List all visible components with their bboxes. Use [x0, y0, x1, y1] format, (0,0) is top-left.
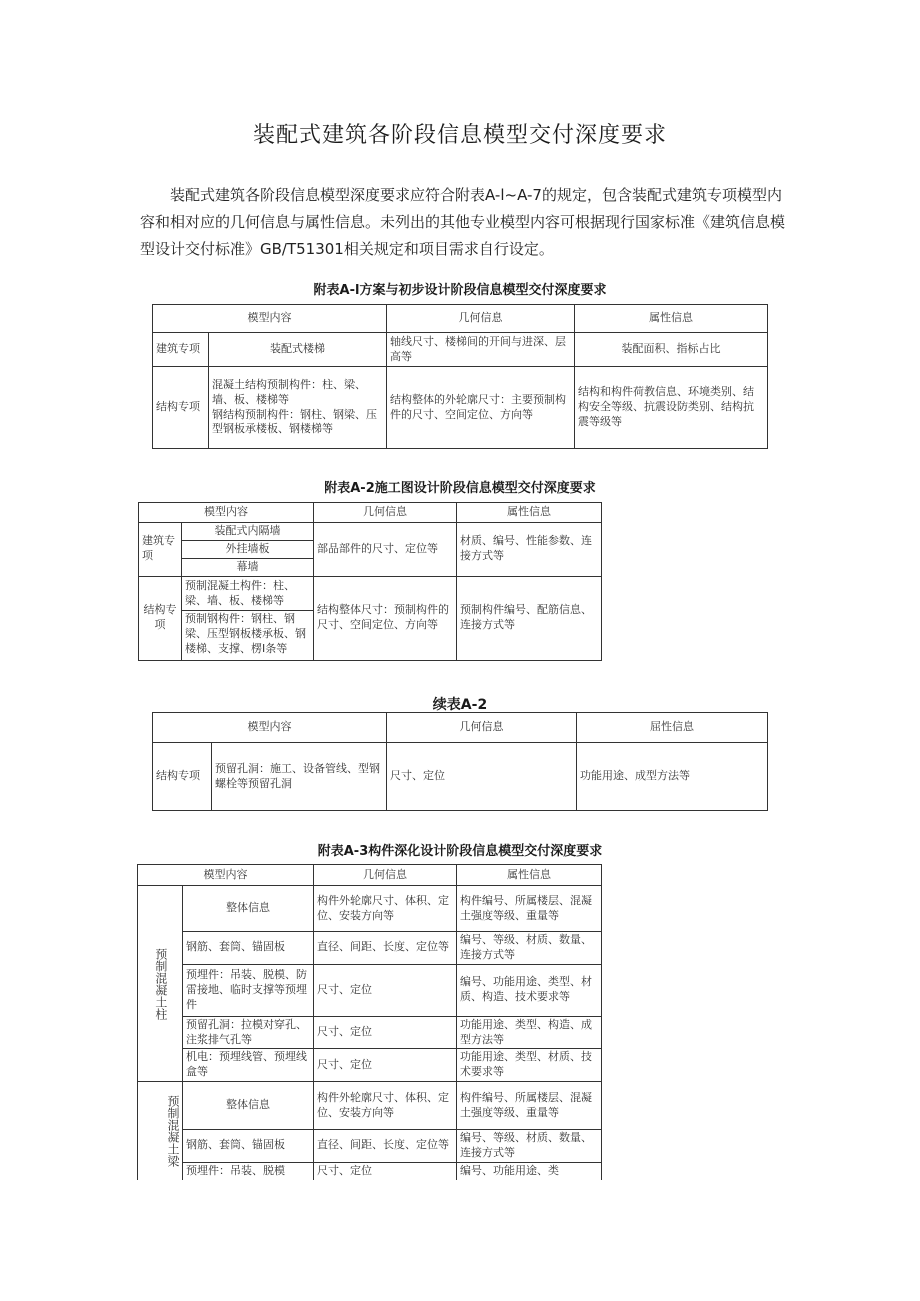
table-a3-g1-item-1: 钢筋、套筒、锚固板 — [183, 932, 314, 965]
table-row — [138, 1130, 602, 1163]
table-a3-header-attribute: 属性信息 — [457, 865, 602, 886]
table-a3-g2-attr-2: 编号、功能用途、类 — [457, 1162, 602, 1180]
table-a3-cat-beam: 预制混凝土梁 — [138, 1082, 183, 1181]
table-a2c-geo-1: 尺寸、定位 — [387, 743, 577, 811]
table-a2 — [138, 502, 602, 661]
table-a2-item-cladding: 外挂墙板 — [182, 540, 314, 558]
table-a3-g1-attr-1: 编号、等级、材质、数量、连接方式等 — [457, 932, 602, 965]
table-row — [138, 1082, 602, 1130]
table-a1-attr-1: 装配面积、指标占比 — [575, 333, 768, 367]
table-a1 — [152, 304, 768, 449]
table-a2c-header-geometry: 几何信息 — [387, 713, 577, 743]
table-a3-g1-geo-1: 直径、间距、长度、定位等 — [314, 932, 457, 965]
table-row — [153, 333, 768, 367]
table-a1-item-stairs: 装配式楼梯 — [209, 333, 387, 367]
table-a2-header-geometry: 几何信息 — [314, 503, 457, 523]
table-a1-header-geometry: 几何信息 — [387, 305, 575, 333]
table-a3-header-geometry: 几何信息 — [314, 865, 457, 886]
table-row — [138, 1049, 602, 1082]
table-a3-header-model: 模型内容 — [138, 865, 314, 886]
table-row — [138, 1162, 602, 1180]
table-a2-cat-structure: 结构专项 — [139, 576, 182, 660]
table-row — [138, 1016, 602, 1049]
table-row — [139, 523, 602, 541]
table-a3-g1-attr-2: 编号、功能用途、类型、材质、构造、技术要求等 — [457, 964, 602, 1016]
table-a3-g2-geo-0: 构件外轮廓尺寸、体积、定位、安装方向等 — [314, 1082, 457, 1130]
table-row — [153, 367, 768, 449]
table-a2-item-concrete: 预制混凝土构件：柱、梁、墙、板、楼梯等 — [182, 578, 313, 611]
table-a1-item-concrete: 混凝土结构预制构件：柱、梁、墙、板、楼梯等 — [212, 377, 366, 406]
table-a3-caption: 附表A-3构件深化设计阶段信息模型交付深度要求 — [317, 844, 603, 859]
table-a3-g2-attr-0: 构件编号、所属楼层、混凝土强度等级、重量等 — [457, 1082, 602, 1130]
table-a2c-item-openings: 预留孔洞：施工、设备管线、型钢螺栓等预留孔洞 — [212, 743, 387, 811]
table-a1-geo-2: 结构整体的外轮廓尺寸：主要预制构件的尺寸、空间定位、方向等 — [387, 367, 575, 449]
table-a3-g2-geo-1: 直径、间距、长度、定位等 — [314, 1130, 457, 1163]
table-a2-attr-1: 材质、编号、性能参数、连接方式等 — [457, 523, 602, 577]
table-a2c-cat-structure: 结构专项 — [153, 743, 212, 811]
table-a2-item-precast — [182, 576, 314, 660]
table-row — [138, 886, 602, 932]
table-a3-g2-attr-1: 编号、等级、材质、数量、连接方式等 — [457, 1130, 602, 1163]
table-row — [153, 743, 768, 811]
table-a3-g2-geo-2: 尺寸、定位 — [314, 1162, 457, 1180]
table-a3-g1-attr-4: 功能用途、类型、材质、技术要求等 — [457, 1049, 602, 1082]
table-a1-header-model: 模型内容 — [153, 305, 387, 333]
table-a1-item-precast — [209, 367, 387, 449]
table-a3-g1-geo-0: 构件外轮廓尺寸、体积、定位、安装方向等 — [314, 886, 457, 932]
table-a2-header-attribute: 属性信息 — [457, 503, 602, 523]
table-a1-header-attribute: 属性信息 — [575, 305, 768, 333]
table-row — [138, 932, 602, 965]
table-a3-g1-item-4: 机电：预埋线管、预埋线盒等 — [183, 1049, 314, 1082]
table-a3-g1-geo-2: 尺寸、定位 — [314, 964, 457, 1016]
table-a3-g1-item-0: 整体信息 — [183, 886, 314, 932]
table-a2-cat-architecture: 建筑专项 — [139, 523, 182, 577]
table-a3-g1-item-3: 预留孔洞：拉模对穿孔、注浆排气孔等 — [183, 1016, 314, 1049]
table-a2-continued — [152, 712, 768, 811]
table-a3-g1-geo-3: 尺寸、定位 — [314, 1016, 457, 1049]
table-a3-g2-item-2: 预埋件：吊装、脱模 — [183, 1162, 314, 1180]
intro-paragraph: 装配式建筑各阶段信息模型深度要求应符合附表A-l~A-7的规定，包含装配式建筑专项模型内容和相对应的几何信息与属性信息。未列出的其他专业模型内容可根据现行国家标准《建筑信息模型设计交付标准》GB/T51301相关规定和项目需求自行设定。 — [140, 186, 786, 258]
table-a2-item-steel: 预制钢构件：钢柱、钢梁、压型钢板楼承板、钢楼梯、支撑、楞Ⅰ条等 — [185, 612, 306, 655]
table-a2c-attr-1: 功能用途、成型方法等 — [577, 743, 768, 811]
table-a3-g2-item-1: 钢筋、套筒、锚固板 — [183, 1130, 314, 1163]
table-a2-item-partition: 装配式内隔墙 — [182, 523, 314, 541]
table-a2c-header-attribute: 屈性信息 — [577, 713, 768, 743]
table-a2-continued-caption: 续表A-2 — [432, 697, 488, 713]
table-a3-cat-column: 预制混凝土柱 — [138, 886, 183, 1082]
table-a1-item-steel: 钢结构预制构件：钢柱、钢梁、压型钢板承楼板、钢楼梯等 — [212, 407, 377, 436]
table-a3-g1-item-2: 预埋件：吊装、脱模、防雷接地、临时支撑等预埋件 — [183, 964, 314, 1016]
table-row — [139, 576, 602, 660]
table-a1-geo-1: 轴线尺寸、楼梯间的开间与进深、层高等 — [387, 333, 575, 367]
table-a1-attr-2: 结构和构件荷教信息、环境类别、结构安全等级、抗震设防类别、结构抗震等级等 — [575, 367, 768, 449]
table-a3-g1-geo-4: 尺寸、定位 — [314, 1049, 457, 1082]
table-a2-header-model: 模型内容 — [139, 503, 314, 523]
table-a3 — [137, 864, 602, 1180]
table-a3-g1-attr-0: 构件编号、所属楼层、混凝土强度等级、重量等 — [457, 886, 602, 932]
table-a1-cat-structure: 结构专项 — [153, 367, 209, 449]
table-a2-attr-2: 预制构件编号、配筋信息、连接方式等 — [457, 576, 602, 660]
table-row — [138, 964, 602, 1016]
table-a2-item-curtain-wall: 幕墙 — [182, 558, 314, 576]
table-a2c-header-model: 模型内容 — [153, 713, 387, 743]
table-a2-geo-1: 部品部件的尺寸、定位等 — [314, 523, 457, 577]
table-a3-g2-item-0: 整体信息 — [183, 1082, 314, 1130]
table-a1-caption: 附表A-l方案与初步设计阶段信息模型交付深度要求 — [313, 283, 607, 298]
table-a3-g1-attr-3: 功能用途、类型、构造、成型方法等 — [457, 1016, 602, 1049]
table-a2-caption: 附表A-2施工图设计阶段信息模型交付深度要求 — [324, 481, 596, 496]
document-title: 装配式建筑各阶段信息模型交付深度要求 — [252, 123, 667, 148]
table-a2-geo-2: 结构整体尺寸：预制构件的尺寸、空间定位、方向等 — [314, 576, 457, 660]
table-a1-cat-architecture: 建筑专项 — [153, 333, 209, 367]
